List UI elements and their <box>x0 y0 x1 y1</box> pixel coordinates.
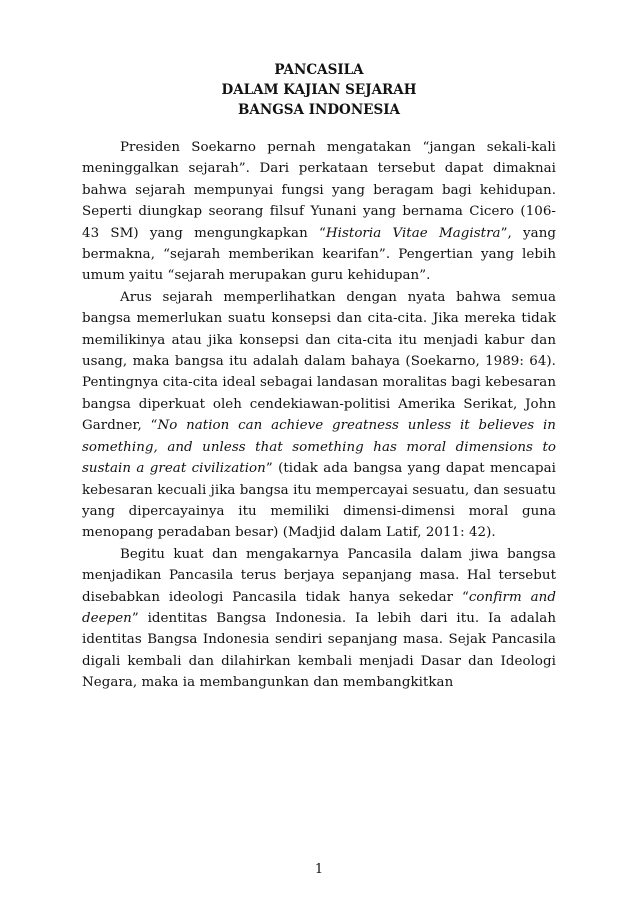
paragraph-3-italic: confirm and deepen <box>82 589 556 626</box>
paragraph-2-text-b: ” (tidak ada bangsa yang dapat mencapai kebesaran kecuali jika bangsa itu mempercayai sesuatu, dan sesuatu yang dipercayainya itu memiliki dimensi-dimensi moral guna menopang peradaban besar) (Madjid dalam Latif, 2011: 42). <box>82 461 556 541</box>
title-line-3: BANGSA INDONESIA <box>238 102 400 118</box>
paragraph-3 <box>82 544 556 694</box>
paragraph-1-italic: Historia Vitae Magistra <box>325 225 501 241</box>
paragraph-1-text-a: Presiden Soekarno pernah mengatakan “jangan sekali-kali meninggalkan sejarah”. Dari perkataan tersebut dapat dimaknai bahwa sejarah mempunyai fungsi yang beragam bagi kehidupan. Seperti diungkap seorang filsuf Yunani yang bernama Cicero (106-43 SM) yang mengungkapkan “ <box>82 140 556 241</box>
paragraph-1-text-b: ”, yang bermakna, “sejarah memberikan kearifan”. Pengertian yang lebih umum yaitu “sejarah merupakan guru kehidupan”. <box>82 225 556 284</box>
paragraph-2-italic: No nation can achieve greatness unless it believes in something, and unless that something has moral dimensions to sustain a great civilization <box>82 418 556 477</box>
page-title <box>82 60 556 120</box>
paragraph-3-text-a: Begitu kuat dan mengakarnya Pancasila dalam jiwa bangsa menjadikan Pancasila terus berjaya sepanjang masa. Hal tersebut disebabkan ideologi Pancasila tidak hanya sekedar “ <box>82 546 556 605</box>
title-line-1: PANCASILA <box>274 62 364 78</box>
paragraph-2-text-a: Arus sejarah memperlihatkan dengan nyata bahwa semua bangsa memerlukan suatu konsepsi dan cita-cita. Jika mereka tidak memilikinya atau jika konsepsi dan cita-cita itu menjadi kabur dan usang, maka bangsa itu adalah dalam bahaya (Soekarno, 1989: 64). Pentingnya cita-cita ideal sebagai landasan moralitas bagi kebesaran bangsa diperkuat oleh cendekiawan-politisi Amerika Serikat, John Gardner, “ <box>82 289 556 434</box>
paragraph-2 <box>82 287 556 544</box>
document-page <box>82 60 556 694</box>
paragraph-3-text-b: ” identitas Bangsa Indonesia. Ia lebih dari itu. Ia adalah identitas Bangsa Indonesia sendiri sepanjang masa. Sejak Pancasila digali kembali dan dilahirkan kembali menjadi Dasar dan Ideologi Negara, maka ia membangunkan dan membangkitkan <box>82 610 556 691</box>
title-line-2: DALAM KAJIAN SEJARAH <box>221 82 417 98</box>
paragraph-1 <box>82 137 556 287</box>
page-number: 1 <box>314 862 324 877</box>
